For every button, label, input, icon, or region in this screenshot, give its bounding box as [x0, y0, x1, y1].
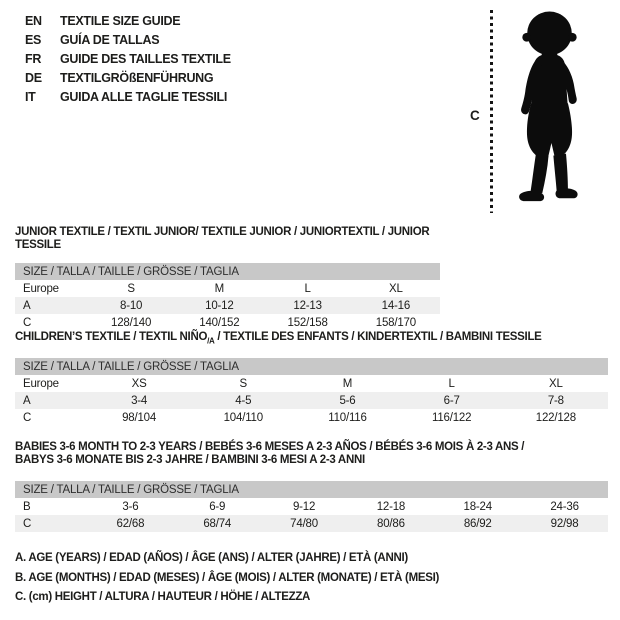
cell: 92/98 [550, 517, 579, 530]
language-label: TEXTILGRÖßENFÜHRUNG [60, 70, 214, 85]
row-label: A [23, 299, 31, 312]
language-label: GUIDE DES TAILLES TEXTILE [60, 51, 231, 66]
cell: 10-12 [205, 299, 234, 312]
language-row-en [25, 11, 231, 30]
title-part: CHILDREN’S TEXTILE / TEXTIL NIÑO [15, 331, 208, 343]
cell: 86/92 [463, 517, 492, 530]
cell: 68/74 [203, 517, 232, 530]
babies-title-line1: BABIES 3-6 MONTH TO 2-3 YEARS / BEBÉS 3-6 MESES A 2-3 AÑOS / BÉBÉS 3-6 MOIS À 2-3 ANS / [15, 441, 525, 453]
table-row [15, 297, 440, 314]
title-part: / TEXTILE DES ENFANTS / KINDERTEXTIL / BAMBINI TESSILE [214, 331, 542, 343]
language-code: IT [25, 89, 36, 104]
cell: 158/170 [375, 316, 416, 329]
cell: L [304, 282, 311, 295]
cell: XL [389, 282, 403, 295]
cell: 62/68 [116, 517, 145, 530]
row-label: C [23, 411, 32, 424]
cell: 128/140 [111, 316, 152, 329]
cell: 12-13 [293, 299, 322, 312]
row-label: B [23, 500, 31, 513]
language-label: GUIDA ALLE TAGLIE TESSILI [60, 89, 228, 104]
language-code: FR [25, 51, 42, 66]
cell: 8-10 [120, 299, 143, 312]
cell: 152/158 [287, 316, 328, 329]
cell: S [239, 377, 248, 390]
cell: 122/128 [535, 411, 576, 424]
cell: S [127, 282, 135, 295]
row-label: Europe [23, 377, 59, 390]
cell: 24-36 [550, 500, 579, 513]
table-row [15, 392, 608, 409]
toddler-silhouette-icon [501, 6, 598, 214]
cell: 12-18 [376, 500, 406, 513]
height-measure-label: C [470, 108, 480, 123]
size-header-band: SIZE / TALLA / TAILLE / GRÖSSE / TAGLIA [15, 358, 608, 375]
row-label: A [23, 394, 31, 407]
cell: 18-24 [463, 500, 492, 513]
table-row [15, 280, 440, 297]
cell: 14-16 [381, 299, 411, 312]
legend-line-b: B. AGE (MONTHS) / EDAD (MESES) / ÂGE (MOIS) / ALTER (MONATE) / ETÀ (MESI) [15, 571, 440, 584]
row-label: Europe [23, 282, 59, 295]
language-row-fr [25, 49, 231, 68]
footnote-legend [15, 549, 439, 608]
junior-section [15, 226, 440, 331]
cell: XS [131, 377, 147, 390]
babies-title-line2: BABYS 3-6 MONATE BIS 2-3 JAHRE / BAMBINI 3-6 MESI A 2-3 ANNI [15, 454, 365, 466]
cell: 6-9 [209, 500, 226, 513]
language-row-de [25, 68, 231, 87]
junior-size-table [15, 263, 440, 331]
toddler-silhouette-shape [519, 12, 578, 202]
cell: 3-6 [122, 500, 139, 513]
legend-line-a: A. AGE (YEARS) / EDAD (AÑOS) / ÂGE (ANS) / ALTER (JAHRE) / ETÀ (ANNI) [15, 552, 408, 564]
cell: 98/104 [122, 411, 157, 424]
babies-section [15, 441, 608, 532]
table-row [15, 498, 608, 515]
cell: 6-7 [443, 394, 460, 407]
cell: M [342, 377, 353, 390]
babies-table-title [15, 441, 608, 467]
title-subscript: /A [207, 336, 215, 346]
language-list [25, 11, 231, 106]
language-code: DE [25, 70, 42, 85]
cell: 140/152 [199, 316, 240, 329]
language-row-it [25, 87, 231, 106]
table-row [15, 375, 608, 392]
cell: 80/86 [377, 517, 405, 530]
size-header-band: SIZE / TALLA / TAILLE / GRÖSSE / TAGLIA [15, 481, 608, 498]
cell: 9-12 [292, 500, 316, 513]
children-section [15, 331, 608, 426]
children-table-title [15, 331, 608, 347]
cell: 3-4 [131, 394, 148, 407]
table-row [15, 515, 608, 532]
cell: 116/122 [431, 411, 472, 424]
babies-size-table [15, 481, 608, 532]
cell: M [214, 282, 225, 295]
language-label: GUÍA DE TALLAS [60, 32, 160, 47]
junior-table-title: JUNIOR TEXTILE / TEXTIL JUNIOR/ TEXTILE JUNIOR / JUNIORTEXTIL / JUNIOR TESSILE [15, 226, 430, 251]
cell: 74/80 [290, 517, 318, 530]
cell: L [448, 377, 455, 390]
cell: 7-8 [547, 394, 564, 407]
children-size-table [15, 358, 608, 426]
cell: 104/110 [223, 411, 263, 424]
size-header-band: SIZE / TALLA / TAILLE / GRÖSSE / TAGLIA [15, 263, 440, 280]
language-code: ES [25, 32, 42, 47]
table-row [15, 314, 440, 331]
legend-line-c: C. (cm) HEIGHT / ALTURA / HAUTEUR / HÖHE / ALTEZZA [15, 591, 311, 603]
language-row-es [25, 30, 231, 49]
row-label: C [23, 517, 32, 530]
language-label: TEXTILE SIZE GUIDE [60, 13, 181, 28]
cell: XL [549, 377, 563, 390]
row-label: C [23, 316, 32, 329]
cell: 5-6 [339, 394, 356, 407]
cell: 4-5 [235, 394, 252, 407]
language-code: EN [25, 13, 42, 28]
table-row [15, 409, 608, 426]
cell: 110/116 [328, 411, 367, 424]
height-dotted-line [490, 10, 493, 213]
